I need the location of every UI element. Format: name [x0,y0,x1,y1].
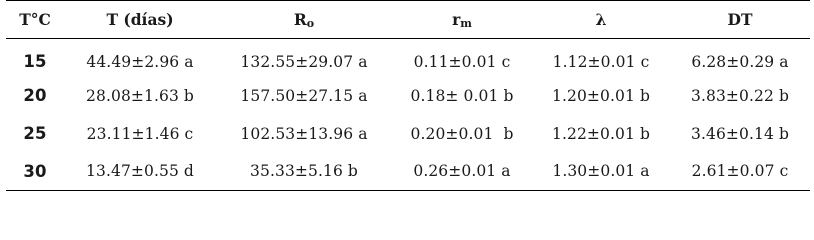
cell-temperature: 20 [23,86,47,105]
data-table-container [6,0,810,191]
table-row [6,39,810,77]
header-rm: $r_m$ [392,1,532,39]
cell-lambda: 1.20±0.01 b [552,86,650,105]
cell-time-days: 23.11±1.46 c [86,124,194,143]
data-table [6,0,810,191]
header-time-days: T (días) [64,1,216,39]
table-row [6,77,810,115]
header-dt: DT [670,1,810,39]
cell-rm: 0.11±0.01 c [413,52,511,71]
cell-ro: 157.50±27.15 a [240,86,368,105]
cell-lambda: 1.22±0.01 b [552,124,650,143]
cell-ro: 35.33±5.16 b [216,153,392,191]
cell-lambda: 1.30±0.01 a [532,153,670,191]
cell-time-days: 13.47±0.55 d [64,153,216,191]
cell-ro: 102.53±13.96 a [240,124,368,143]
cell-ro: 132.55±29.07 a [240,52,368,71]
cell-dt: 2.61±0.07 c [670,153,810,191]
header-ro: $R_o$ [216,1,392,39]
cell-dt: 3.83±0.22 b [691,86,789,105]
table-row [6,115,810,153]
cell-rm: 0.26±0.01 a [392,153,532,191]
header-temperature: T°C [6,1,64,39]
table-header-row [6,1,810,39]
cell-dt: 3.46±0.14 b [691,124,789,143]
cell-temperature: 15 [23,52,47,72]
cell-time-days: 44.49±2.96 a [86,52,194,71]
cell-dt: 6.28±0.29 a [691,52,789,71]
cell-rm: 0.20±0.01 b [410,124,514,143]
cell-temperature: 30 [6,153,64,191]
table-row [6,153,810,191]
header-lambda: λ [532,1,670,39]
cell-rm: 0.18± 0.01 b [410,86,514,105]
cell-time-days: 28.08±1.63 b [86,86,194,105]
cell-lambda: 1.12±0.01 c [552,52,650,71]
cell-temperature: 25 [23,124,47,143]
